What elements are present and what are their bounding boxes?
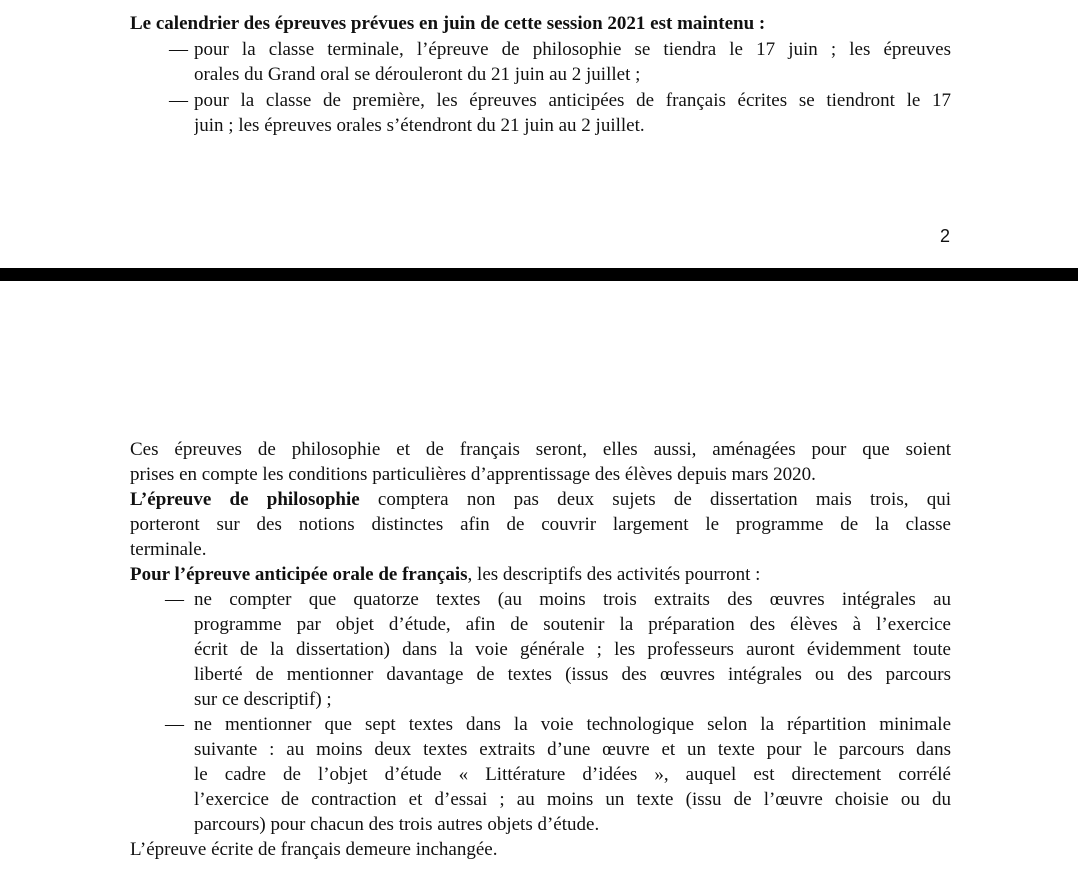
technological-track-item [194,712,951,837]
list-item-line: sur ce descriptif) ; [194,689,332,710]
list-item-line: pour la classe de première, les épreuves anticipées de français écrites se tiendront le 17 [194,90,951,111]
paragraph-line: Ces épreuves de philosophie et de français seront, elles aussi, aménagées pour que soient [130,439,951,460]
dash-bullet: — [169,90,188,111]
paragraph-line: porteront sur des notions distinctes afin de couvrir largement le programme de la classe [130,514,951,535]
page-number: 2 [939,226,950,246]
philosophy-paragraph [130,487,951,562]
calendar-heading: Le calendrier des épreuves prévues en juin de cette session 2021 est maintenu : [130,13,766,34]
list-item-line: ne compter que quatorze textes (au moins trois extraits des œuvres intégrales au [194,589,951,610]
dash-bullet: — [165,589,184,610]
list-item-line: parcours) pour chacun des trois autres objets d’étude. [194,814,600,835]
paragraph-line [130,487,951,512]
page-3-excerpt [0,281,1078,878]
list-item-line: orales du Grand oral se dérouleront du 21 juin au 2 juillet ; [194,64,641,85]
list-item-line: ne mentionner que sept textes dans la voie technologique selon la répartition minimale [194,714,951,735]
first-class-item [194,88,951,138]
dash-bullet: — [169,39,188,60]
general-track-item [194,587,951,712]
page-separator [0,268,1078,281]
philosophy-first-line-rest: comptera non pas deux sujets de dissertation mais trois, qui [359,489,951,510]
list-item-line: programme par objet d’étude, afin de soutenir la préparation des élèves à l’exercice [194,614,951,635]
list-item-line: pour la classe terminale, l’épreuve de philosophie se tiendra le 17 juin ; les épreuves [194,39,951,60]
terminal-class-item [194,37,951,87]
list-item-line: juin ; les épreuves orales s’étendront du 21 juin au 2 juillet. [194,115,645,136]
philosophy-lead: L’épreuve de philosophie [130,489,360,510]
page-2-excerpt [0,0,1078,268]
paragraph-line: terminale. [130,539,207,560]
list-item-line: liberté de mentionner davantage de textes (issus des œuvres intégrales ou des parcours [194,664,951,685]
dash-bullet: — [165,714,184,735]
list-item-line: l’exercice de contraction et d’essai ; au moins un texte (issu de l’œuvre choisie ou du [194,789,951,810]
paragraph-line: prises en compte les conditions particulières d’apprentissage des élèves depuis mars 2020. [130,464,816,485]
list-item-line: écrit de la dissertation) dans la voie générale ; les professeurs auront évidemment toute [194,639,951,660]
oral-french-intro [130,562,760,587]
oral-french-lead: Pour l’épreuve anticipée orale de français [130,564,468,585]
adjustment-paragraph [130,437,951,487]
list-item-line: suivante : au moins deux textes extraits d’une œuvre et un texte pour le parcours dans [194,739,951,760]
oral-french-rest: , les descriptifs des activités pourront : [467,564,761,585]
closing-sentence: L’épreuve écrite de français demeure inchangée. [130,839,498,860]
list-item-line: le cadre de l’objet d’étude « Littérature d’idées », auquel est directement corrélé [194,764,951,785]
